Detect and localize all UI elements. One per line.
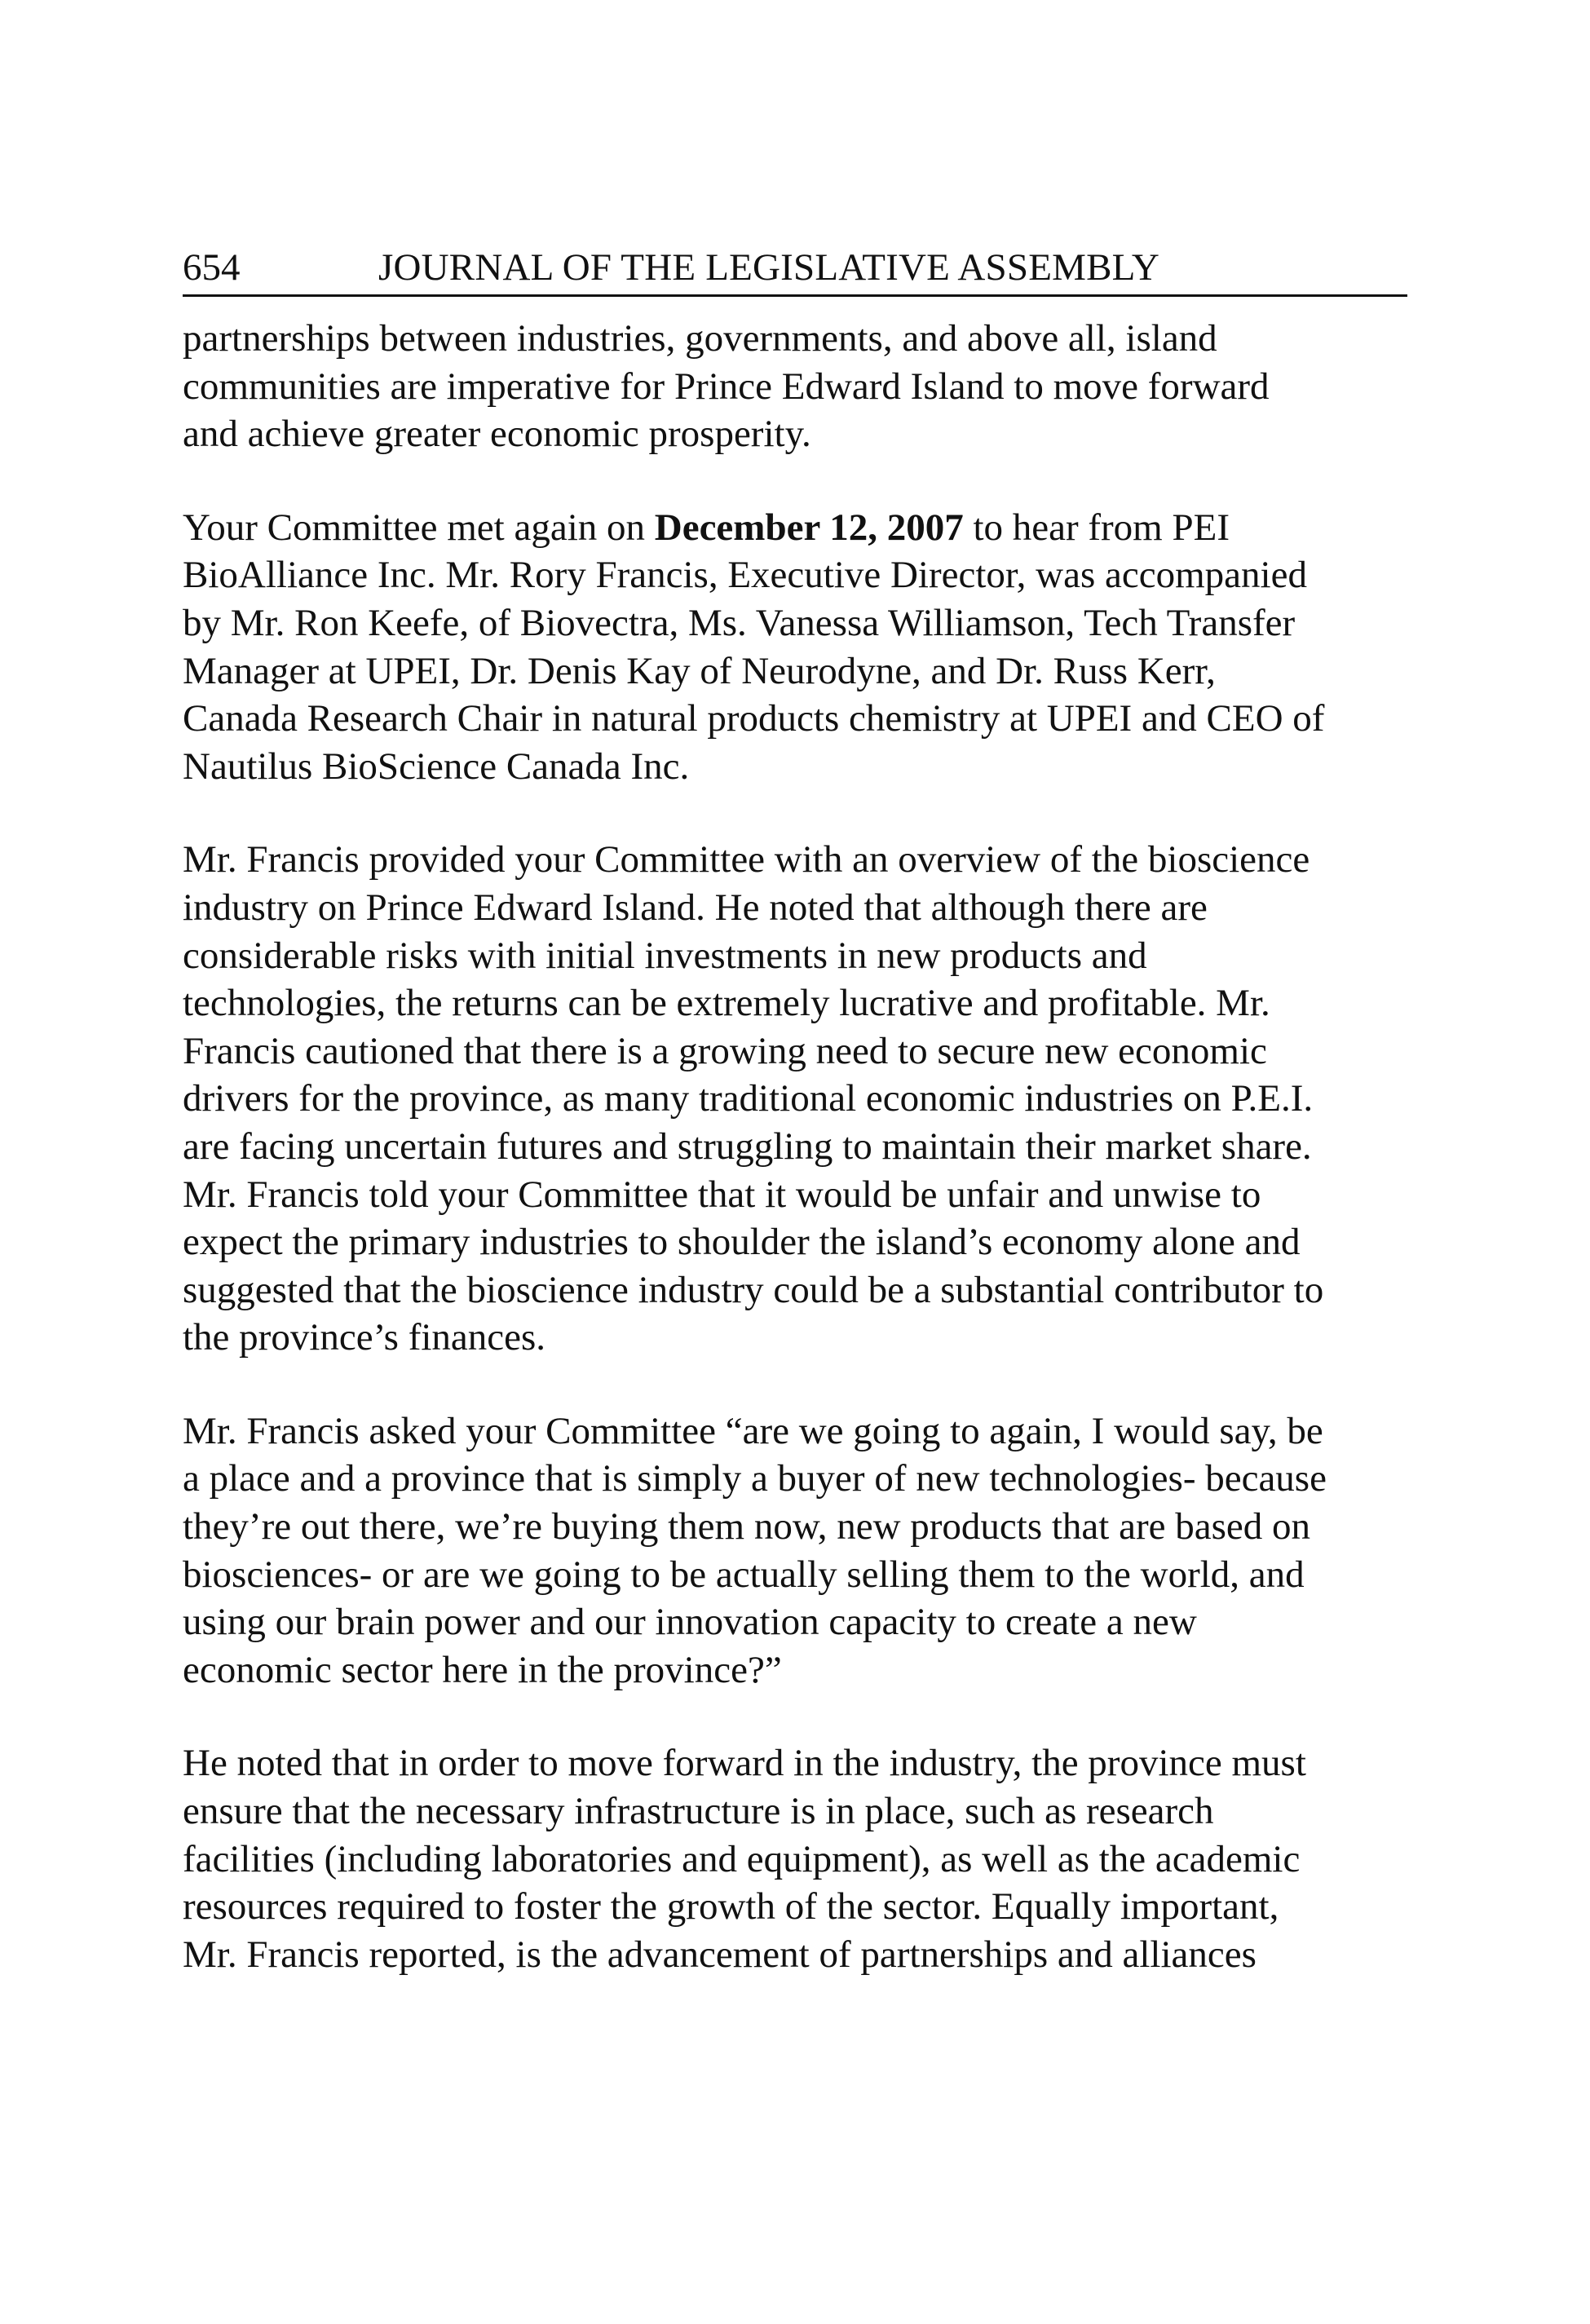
text-line: using our brain power and our innovation capacity to create a new [183,1601,1197,1644]
text-line: Canada Research Chair in natural products chemistry at UPEI and CEO of [183,697,1325,740]
text-line: partnerships between industries, governments, and above all, island [183,317,1217,360]
text-line: considerable risks with initial investments in new products and [183,934,1147,977]
text-line: suggested that the bioscience industry could be a substantial contributor to [183,1268,1324,1311]
page-number: 654 [183,246,241,289]
paragraph-1 [183,315,1422,458]
text-segment: Your Committee met again on [183,506,655,549]
paragraph-3 [183,836,1422,1362]
text-line: Nautilus BioScience Canada Inc. [183,744,690,788]
text-line: communities are imperative for Prince Edward Island to move forward [183,365,1270,408]
text-line: facilities (including laboratories and equipment), as well as the academic [183,1837,1301,1880]
meeting-date: December 12, 2007 [654,506,964,549]
text-line: and achieve greater economic prosperity. [183,413,811,456]
text-line: biosciences- or are we going to be actually selling them to the world, and [183,1553,1305,1596]
paragraph-5 [183,1739,1422,1978]
text-line: technologies, the returns can be extremely lucrative and profitable. Mr. [183,982,1270,1025]
text-line: Mr. Francis asked your Committee “are we going to again, I would say, be [183,1409,1323,1452]
running-title: JOURNAL OF THE LEGISLATIVE ASSEMBLY [378,246,1159,289]
paragraph-4 [183,1407,1422,1694]
text-line: ensure that the necessary infrastructure is in place, such as research [183,1790,1214,1833]
text-line: BioAlliance Inc. Mr. Rory Francis, Executive Director, was accompanied [183,554,1307,597]
text-line: drivers for the province, as many traditional economic industries on P.E.I. [183,1077,1314,1120]
text-line: a place and a province that is simply a buyer of new technologies- because [183,1457,1327,1500]
text-line: are facing uncertain futures and struggling to maintain their market share. [183,1124,1312,1168]
text-line [183,504,1422,552]
text-line: industry on Prince Edward Island. He noted that although there are [183,886,1208,929]
text-line: resources required to foster the growth of the sector. Equally important, [183,1885,1279,1929]
text-line: expect the primary industries to shoulder the island’s economy alone and [183,1221,1301,1264]
text-line: Mr. Francis reported, is the advancement of partnerships and alliances [183,1933,1257,1976]
text-line: by Mr. Ron Keefe, of Biovectra, Ms. Vanessa Williamson, Tech Transfer [183,601,1296,644]
text-line: the province’s finances. [183,1316,546,1359]
text-line: Manager at UPEI, Dr. Denis Kay of Neurodyne, and Dr. Russ Kerr, [183,649,1216,692]
text-line: Mr. Francis told your Committee that it would be unfair and unwise to [183,1173,1261,1216]
text-line: Francis cautioned that there is a growing need to secure new economic [183,1029,1267,1072]
body-text [183,315,1422,2024]
text-line: Mr. Francis provided your Committee with an overview of the bioscience [183,838,1310,881]
text-line: they’re out there, we’re buying them now, new products that are based on [183,1505,1310,1549]
text-line: economic sector here in the province?” [183,1648,782,1691]
page-header [183,243,1407,297]
paragraph-2 [183,504,1422,791]
text-segment: to hear from PEI [963,506,1230,549]
text-line: He noted that in order to move forward in the industry, the province must [183,1742,1306,1785]
